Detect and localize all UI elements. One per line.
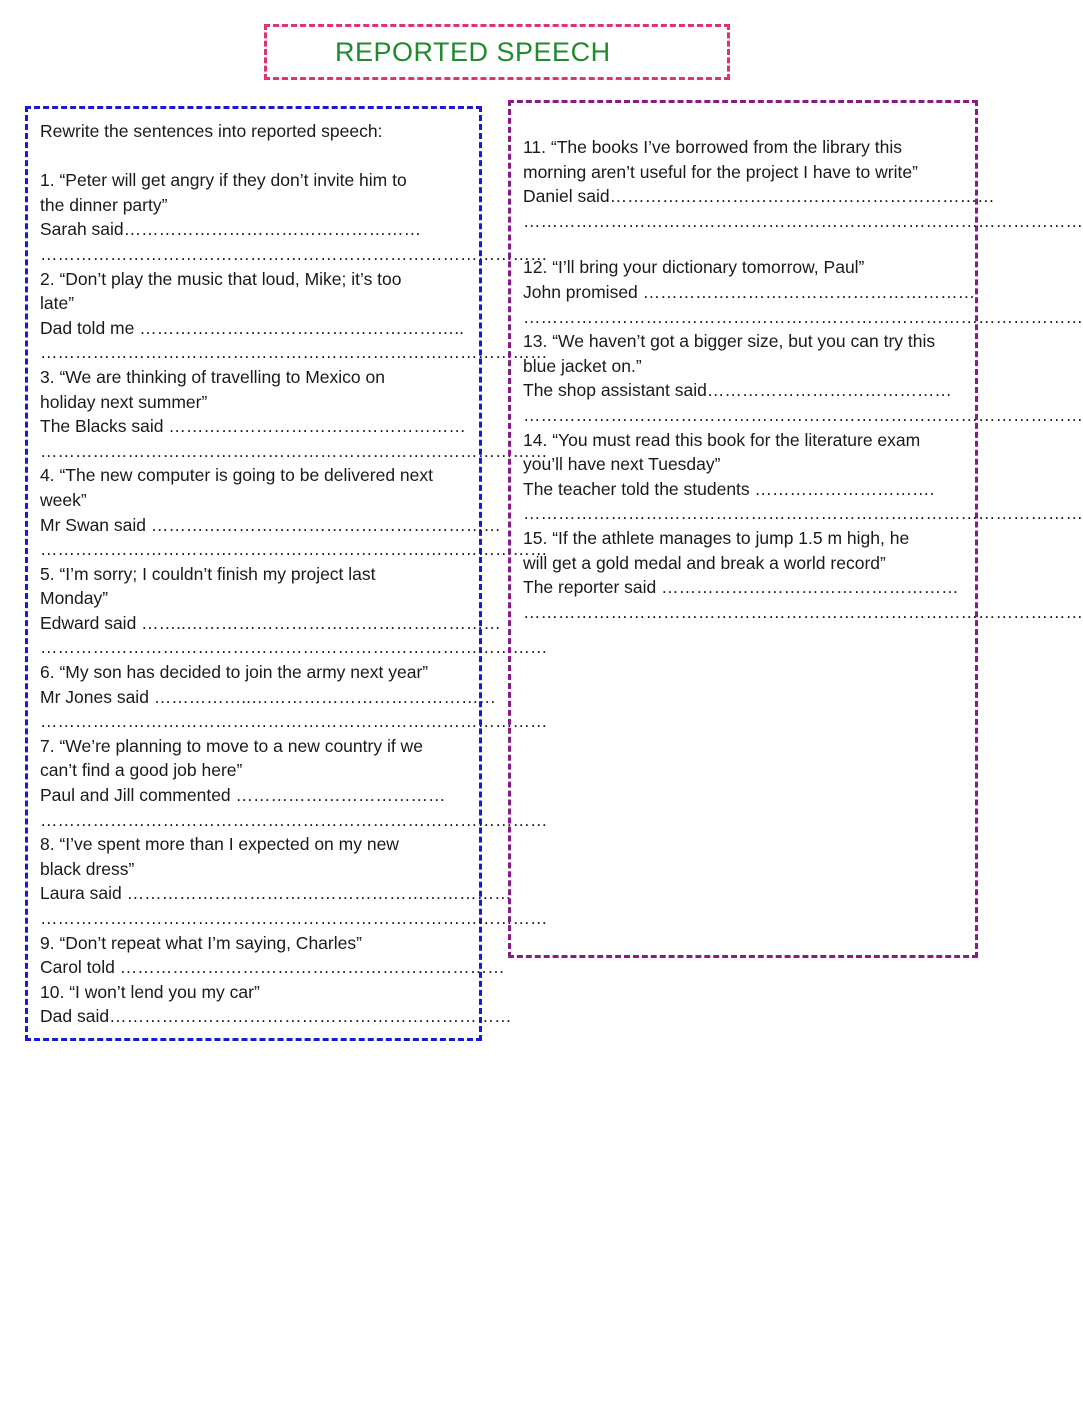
exercise-item-15	[523, 526, 1083, 624]
sentence-line: morning aren’t useful for the project I have to write”	[523, 161, 918, 182]
reporter-line[interactable]: The shop assistant said……………………………………	[523, 380, 952, 401]
reporter-line[interactable]: Daniel said…………………………………………………………	[523, 186, 995, 207]
reporter-line[interactable]: The reporter said ……………………………………………	[523, 577, 959, 598]
instruction-text: Rewrite the sentences into reported speech:	[40, 121, 383, 141]
title-box	[264, 24, 730, 80]
sentence-line: 9. “Don’t repeat what I’m saying, Charles”	[40, 932, 362, 953]
exercise-item-2	[40, 267, 548, 365]
sentence-line: will get a gold medal and break a world record”	[523, 552, 886, 573]
answer-line[interactable]: ……………………………………………………………………………	[40, 440, 548, 461]
exercise-item-7	[40, 734, 548, 832]
exercise-item-9	[40, 931, 505, 980]
exercise-item-10	[40, 980, 512, 1029]
sentence-line: 4. “The new computer is going to be delivered next	[40, 465, 433, 486]
exercise-column-right	[508, 100, 1083, 958]
sentence-line: 14. “You must read this book for the literature exam	[523, 429, 921, 450]
answer-line[interactable]: ……………………………………………………………………………	[40, 539, 548, 560]
exercise-item-8	[40, 832, 548, 930]
exercise-item-12	[523, 255, 1083, 329]
sentence-line: 5. “I’m sorry; I couldn’t finish my project last	[40, 563, 376, 584]
exercise-column-left	[25, 106, 548, 1041]
sentence-line: 15. “If the athlete manages to jump 1.5 m high, he	[523, 527, 910, 548]
reporter-line[interactable]: Laura said …………………………………………………………	[40, 883, 512, 904]
sentence-line: late”	[40, 293, 75, 314]
spacer	[40, 144, 469, 169]
reporter-line[interactable]: Paul and Jill commented ………………………………	[40, 785, 446, 806]
sentence-line: holiday next summer”	[40, 391, 208, 412]
answer-line[interactable]: ……………………………………………………………………………………	[523, 404, 1083, 425]
answer-line[interactable]: ……………………………………………………………………………………	[523, 306, 1083, 327]
reporter-line[interactable]: Sarah said……………………………………………	[40, 219, 422, 240]
sentence-line: can’t find a good job here”	[40, 760, 243, 781]
sentence-line: Monday”	[40, 588, 109, 609]
sentence-line: 11. “The books I’ve borrowed from the library this	[523, 137, 903, 157]
reporter-line[interactable]: Edward said ……..………………………………………………	[40, 612, 501, 633]
sentence-line: 1. “Peter will get angry if they don’t invite him to	[40, 170, 407, 191]
reporter-line[interactable]: Dad told me ………………………………………………..	[40, 317, 464, 338]
answer-line[interactable]: ……………………………………………………………………………	[40, 342, 548, 363]
exercise-item-6	[40, 660, 548, 734]
exercise-item-5	[40, 562, 548, 660]
reporter-line[interactable]: Mr Jones said ……………..……………………………………	[40, 686, 497, 707]
sentence-line: week”	[40, 489, 87, 510]
page-title: REPORTED SPEECH	[335, 37, 611, 67]
sentence-line: 2. “Don’t play the music that loud, Mike; it’s too	[40, 268, 402, 289]
sentence-line: blue jacket on.”	[523, 355, 642, 376]
answer-line[interactable]: ……………………………………………………………………………………	[523, 210, 1083, 231]
answer-line[interactable]: ……………………………………………………………………………	[40, 711, 548, 732]
answer-line[interactable]: ……………………………………………………………………………………	[523, 503, 1083, 524]
reporter-line[interactable]: John promised …………………………………………………	[523, 281, 976, 302]
reporter-line[interactable]: The Blacks said ……………………………………………	[40, 416, 466, 437]
exercise-item-3	[40, 365, 548, 463]
exercise-item-4	[40, 463, 548, 561]
sentence-line: 13. “We haven’t got a bigger size, but you can try this	[523, 331, 936, 352]
sentence-line: 12. “I’ll bring your dictionary tomorrow, Paul”	[523, 257, 865, 278]
sentence-line: black dress”	[40, 858, 135, 879]
reporter-line[interactable]: The teacher told the students ………………………….	[523, 478, 935, 499]
sentence-line: the dinner party”	[40, 194, 168, 215]
exercise-item-1	[40, 168, 548, 266]
answer-line[interactable]: ……………………………………………………………………………	[40, 637, 548, 658]
sentence-line: 8. “I’ve spent more than I expected on my new	[40, 834, 399, 855]
answer-line[interactable]: ……………………………………………………………………………	[40, 243, 548, 264]
sentence-line: 10. “I won’t lend you my car”	[40, 981, 260, 1002]
sentence-line: 3. “We are thinking of travelling to Mexico on	[40, 366, 385, 387]
exercise-item-13	[523, 329, 1083, 427]
answer-line[interactable]: ……………………………………………………………………………	[40, 908, 548, 928]
reporter-line[interactable]: Carol told …………………………………………………………	[40, 957, 505, 978]
exercise-item-14	[523, 428, 1083, 526]
sentence-line: 6. “My son has decided to join the army next year”	[40, 662, 429, 683]
reporter-line[interactable]: Dad said……………………………………………………………	[40, 1006, 512, 1027]
sentence-line: 7. “We’re planning to move to a new country if we	[40, 735, 423, 756]
answer-line[interactable]: ……………………………………………………………………………………	[523, 601, 1083, 622]
spacer	[523, 233, 965, 255]
reporter-line[interactable]: Mr Swan said ……………………………………………………	[40, 514, 501, 535]
answer-line[interactable]: ……………………………………………………………………………	[40, 809, 548, 830]
sentence-line: you’ll have next Tuesday”	[523, 454, 721, 475]
exercise-item-11	[523, 135, 1083, 233]
